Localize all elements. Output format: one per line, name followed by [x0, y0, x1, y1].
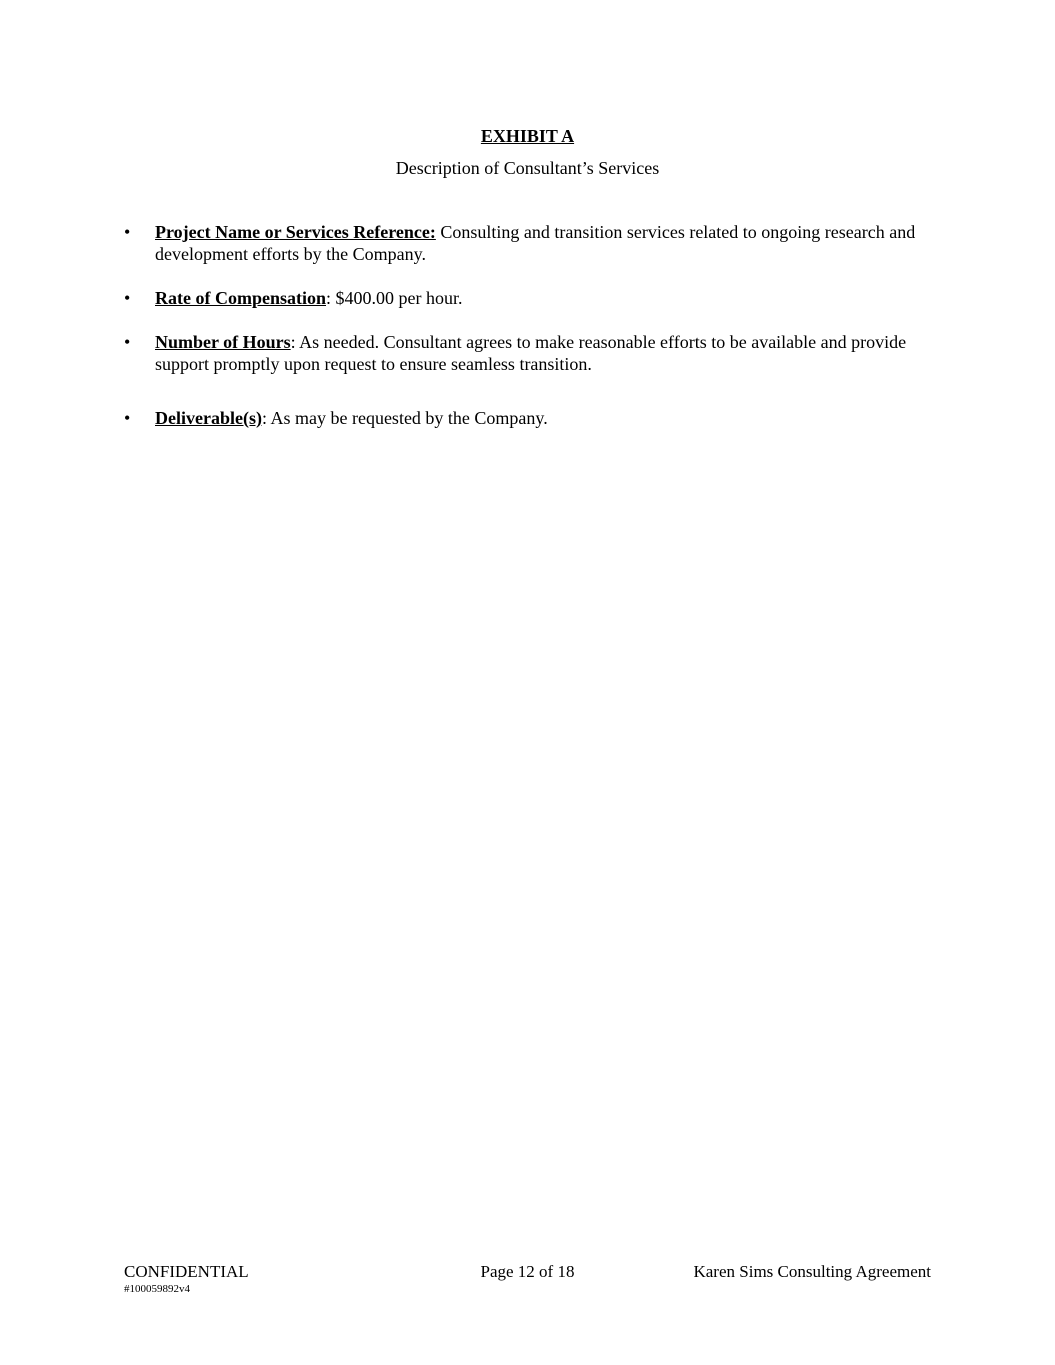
list-item-number-of-hours [124, 331, 936, 375]
list-item-rate-of-compensation [124, 287, 936, 309]
item-label: Project Name or Services Reference: [155, 222, 436, 242]
item-text: Consulting and transition services related to ongoing research and development efforts by the Company. [155, 222, 916, 264]
exhibit-title: EXHIBIT A [480, 126, 575, 146]
list-item-deliverables [124, 407, 936, 429]
item-label: Number of Hours [155, 332, 291, 352]
item-text: : As needed. Consultant agrees to make reasonable efforts to be available and provide support promptly upon request to ensure seamless transition. [155, 332, 907, 374]
item-text: : As may be requested by the Company. [261, 408, 548, 428]
footer-confidential: CONFIDENTIAL [124, 1262, 249, 1281]
footer-agreement-name: Karen Sims Consulting Agreement [693, 1262, 931, 1281]
bullet-icon: • [124, 222, 131, 242]
item-label: Rate of Compensation [155, 288, 326, 308]
services-list [124, 221, 936, 429]
list-item-project-name [124, 221, 936, 265]
bullet-icon: • [124, 288, 131, 308]
exhibit-subtitle: Description of Consultant’s Services [395, 158, 660, 178]
footer-doc-id: #100059892v4 [124, 1283, 190, 1295]
bullet-icon: • [124, 332, 131, 352]
item-text: : $400.00 per hour. [326, 288, 463, 308]
footer-page-number: Page 12 of 18 [480, 1262, 575, 1281]
bullet-icon: • [124, 408, 131, 428]
item-label: Deliverable(s) [155, 408, 262, 428]
